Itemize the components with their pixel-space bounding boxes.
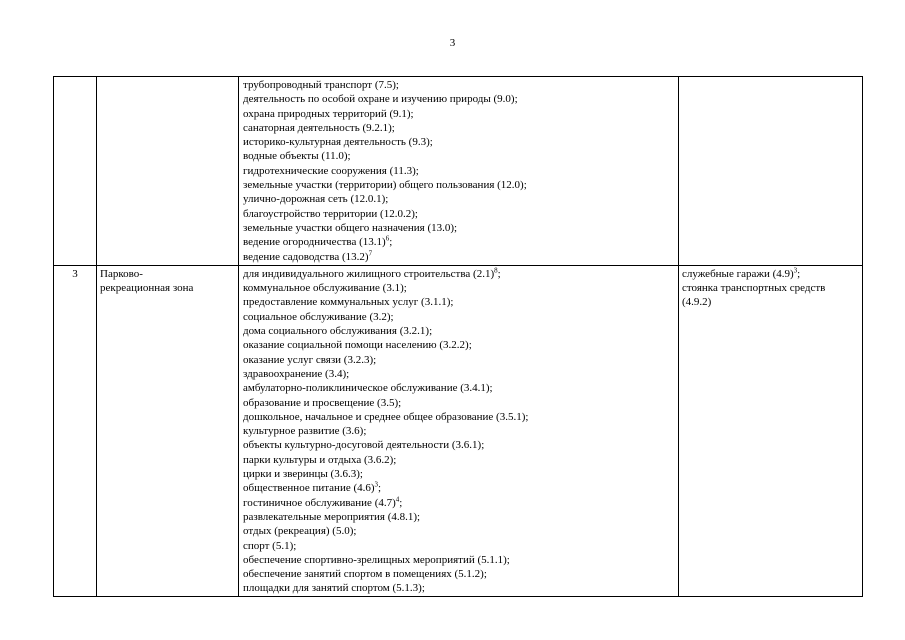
- land-use-item: [243, 267, 678, 281]
- main-land-use-cell: [239, 265, 679, 596]
- land-use-text: объекты культурно-досуговой деятельности (3.6.1);: [243, 439, 485, 452]
- land-use-text: площадки для занятий спортом (5.1.3);: [243, 582, 425, 595]
- footnote-mark: 8: [494, 266, 498, 275]
- land-use-item: [243, 192, 678, 206]
- land-use-item: [243, 324, 678, 338]
- land-use-item: [243, 121, 678, 135]
- auxiliary-land-use-cell: [679, 265, 863, 596]
- land-use-text: трубопроводный транспорт (7.5);: [243, 79, 399, 91]
- land-use-text: культурное развитие (3.6);: [243, 425, 367, 438]
- footnote-mark: 7: [368, 248, 373, 257]
- land-use-item: [243, 178, 678, 192]
- footnote-mark: 4: [395, 494, 400, 503]
- land-use-item: [243, 510, 678, 524]
- land-use-text: парки культуры и отдыха (3.6.2);: [243, 453, 397, 466]
- land-use-punct: ;: [497, 267, 501, 280]
- land-use-item: [243, 135, 678, 149]
- land-use-text: санаторная деятельность (9.2.1);: [243, 121, 395, 134]
- land-use-text: земельные участки (территории) общего пользования (12.0);: [243, 179, 527, 192]
- land-use-text: гидротехнические сооружения (11.3);: [243, 164, 419, 177]
- auxiliary-land-use-cell: [679, 77, 863, 266]
- land-use-item: [243, 539, 678, 553]
- page-number: 3: [449, 37, 456, 49]
- land-use-item: [243, 424, 678, 438]
- land-use-text: развлекательные мероприятия (4.8.1);: [243, 510, 421, 523]
- land-use-item: [682, 295, 862, 309]
- land-use-item: [243, 235, 678, 249]
- land-use-text: общественное питание (4.6): [243, 482, 375, 495]
- land-use-text: обеспечение спортивно-зрелищных мероприятий (5.1.1);: [243, 553, 510, 566]
- land-use-text: охрана природных территорий (9.1);: [243, 107, 414, 120]
- land-use-item: [243, 92, 678, 106]
- land-use-text: благоустройство территории (12.0.2);: [243, 207, 418, 220]
- land-use-item: [243, 149, 678, 163]
- land-use-text: ведение огородничества (13.1): [243, 236, 386, 249]
- land-use-text: гостиничное обслуживание (4.7): [243, 496, 396, 509]
- land-use-punct: ;: [378, 482, 382, 495]
- land-use-item: [243, 107, 678, 121]
- zone-number-cell: 3: [54, 265, 97, 596]
- land-use-text: ведение садоводства (13.2): [243, 250, 369, 263]
- table-row: [54, 77, 863, 266]
- land-use-item: [243, 453, 678, 467]
- table-row: [54, 265, 863, 596]
- zone-name-line: рекреационная зона: [100, 282, 194, 295]
- land-use-text: цирки и зверинцы (3.6.3);: [243, 468, 363, 481]
- zone-name-line: Парково-: [100, 267, 143, 280]
- land-use-item: [243, 221, 678, 235]
- land-use-text: образование и просвещение (3.5);: [243, 396, 402, 409]
- land-use-text: деятельность по особой охране и изучению природы (9.0);: [243, 93, 518, 106]
- land-use-item: [682, 267, 862, 281]
- zones-table: [53, 76, 863, 597]
- land-use-text: здравоохранение (3.4);: [243, 367, 350, 380]
- land-use-text: для индивидуального жилищного строительства (2.1): [243, 267, 495, 280]
- land-use-item: [243, 410, 678, 424]
- land-use-text: дома социального обслуживания (3.2.1);: [243, 325, 433, 338]
- land-use-item: [243, 310, 678, 324]
- land-use-item: [243, 567, 678, 581]
- land-use-item: [243, 295, 678, 309]
- land-use-item: [243, 353, 678, 367]
- land-use-item: [243, 281, 678, 295]
- land-use-text: обеспечение занятий спортом в помещениях (5.1.2);: [243, 568, 487, 581]
- land-use-text: предоставление коммунальных услуг (3.1.1);: [243, 296, 454, 309]
- footnote-mark: 6: [385, 234, 390, 243]
- zone-name-cell: [97, 77, 239, 266]
- land-use-item: [243, 467, 678, 481]
- land-use-punct: ;: [399, 496, 403, 509]
- land-use-text: улично-дорожная сеть (12.0.1);: [243, 193, 389, 206]
- zone-number-cell: [54, 77, 97, 266]
- land-use-item: [243, 396, 678, 410]
- land-use-text: социальное обслуживание (3.2);: [243, 310, 394, 323]
- land-use-text: историко-культурная деятельность (9.3);: [243, 136, 433, 149]
- land-use-item: [243, 553, 678, 567]
- footnote-mark: 3: [793, 266, 798, 275]
- land-use-item: [243, 581, 678, 595]
- land-use-text: земельные участки общего назначения (13.0);: [243, 221, 458, 234]
- land-use-text: оказание услуг связи (3.2.3);: [243, 353, 377, 366]
- land-use-text: дошкольное, начальное и среднее общее образование (3.5.1);: [243, 410, 529, 423]
- land-use-text: оказание социальной помощи населению (3.2.2);: [243, 339, 472, 352]
- land-use-text: отдых (рекреация) (5.0);: [243, 525, 357, 538]
- land-use-text: водные объекты (11.0);: [243, 150, 351, 163]
- land-use-item: [243, 207, 678, 221]
- land-use-item: [243, 367, 678, 381]
- land-use-item: [682, 281, 862, 295]
- land-use-item: [243, 338, 678, 352]
- land-use-punct: ;: [797, 267, 801, 280]
- land-use-text: стоянка транспортных средств: [682, 282, 826, 295]
- land-use-item: [243, 496, 678, 510]
- land-use-punct: ;: [389, 236, 393, 249]
- land-use-item: [243, 524, 678, 538]
- footnote-mark: 3: [374, 480, 379, 489]
- zone-name-cell: [97, 265, 239, 596]
- land-use-item: [243, 78, 678, 92]
- land-use-item: [243, 481, 678, 495]
- land-use-text: служебные гаражи (4.9): [682, 267, 794, 280]
- land-use-text: амбулаторно-поликлиническое обслуживание (3.4.1);: [243, 382, 493, 395]
- land-use-text: коммунальное обслуживание (3.1);: [243, 282, 407, 295]
- land-use-item: [243, 438, 678, 452]
- land-use-item: [243, 164, 678, 178]
- land-use-text: спорт (5.1);: [243, 539, 297, 552]
- main-land-use-cell: [239, 77, 679, 266]
- land-use-item: [243, 250, 678, 264]
- land-use-item: [243, 381, 678, 395]
- land-use-text: (4.9.2): [682, 296, 712, 309]
